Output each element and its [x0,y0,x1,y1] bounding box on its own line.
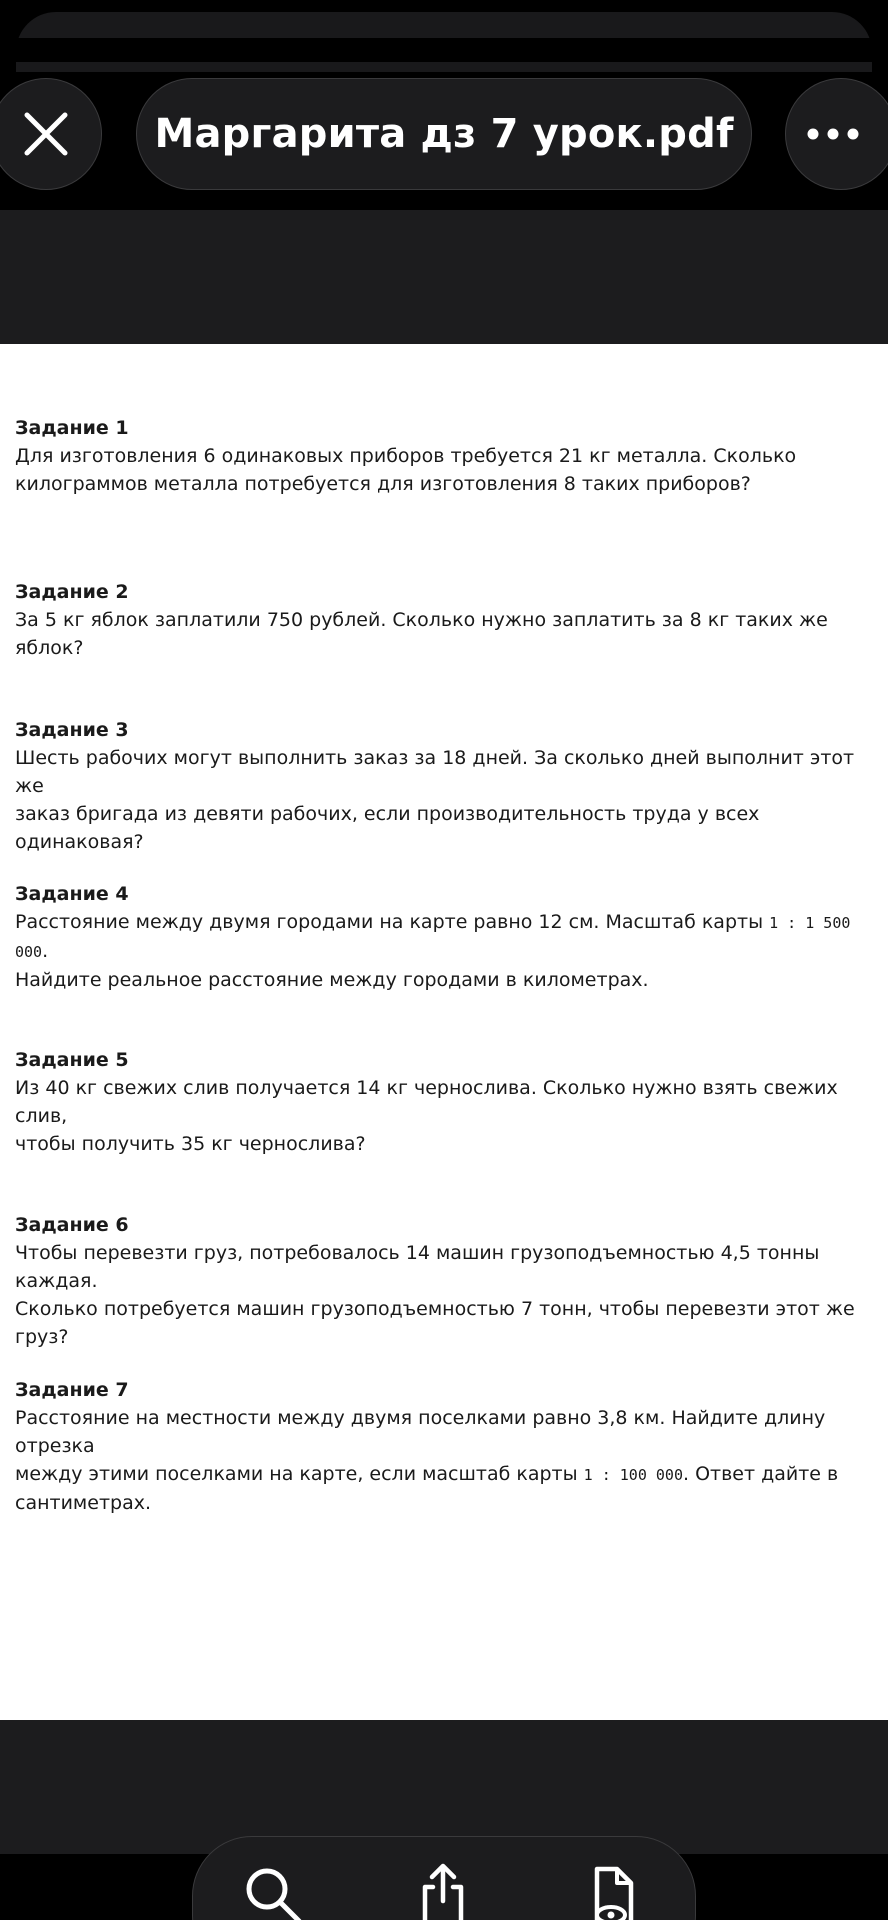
task-1 [15,414,875,498]
share-button[interactable] [413,1863,473,1920]
task-text-line: Для изготовления 6 одинаковых приборов требуется 21 кг металла. Сколько [15,445,797,467]
search-icon [243,1865,303,1920]
map-scale: 1 : 100 000 [583,1466,683,1484]
task-text: . [42,940,49,962]
task-text-line: Шесть рабочих могут выполнить заказ за 18 дней. За сколько дней выполнит этот же [15,747,855,797]
task-title: Задание 5 [15,1049,129,1071]
map-scale: 1 : 1 500 000 [15,914,851,961]
task-text-line [15,1460,875,1489]
task-5 [15,1046,875,1158]
task-7 [15,1376,875,1517]
task-title: Задание 3 [15,719,129,741]
task-title: Задание 2 [15,581,129,603]
document-title-text: Маргарита дз 7 урок.pdf [154,111,734,157]
task-4 [15,880,875,994]
document-title[interactable] [136,78,752,190]
task-text: Расстояние между двумя городами на карте равно 12 см. Масштаб карты [15,911,770,933]
document-view-icon [583,1863,643,1920]
bottom-toolbar [192,1836,696,1920]
task-text: . Ответ дайте в [683,1463,839,1485]
more-button[interactable] [785,78,888,190]
task-text-line: Сколько потребуется машин грузоподъемностью 7 тонн, чтобы перевезти этот же груз? [15,1298,855,1348]
task-text-line: За 5 кг яблок заплатили 750 рублей. Сколько нужно заплатить за 8 кг таких же яблок? [15,609,828,659]
task-text-line: сантиметрах. [15,1492,152,1514]
task-title: Задание 7 [15,1379,129,1401]
task-text-line: Из 40 кг свежих слив получается 14 кг чернослива. Сколько нужно взять свежих слив, [15,1077,838,1127]
share-icon [413,1863,473,1920]
pdf-page[interactable] [0,344,888,1720]
task-text-line: чтобы получить 35 кг чернослива? [15,1133,366,1155]
search-button[interactable] [243,1865,303,1920]
top-divider [0,38,888,62]
task-text-line: заказ бригада из девяти рабочих, если производительность труда у всех одинаковая? [15,803,760,853]
task-title: Задание 6 [15,1214,129,1236]
task-2 [15,578,875,662]
task-title: Задание 1 [15,417,129,439]
task-3 [15,716,875,856]
viewer-background-top [0,210,888,344]
task-text-line: Чтобы перевезти груз, потребовалось 14 машин грузоподъемностью 4,5 тонны каждая. [15,1242,820,1292]
viewer-background-bottom [0,1720,888,1854]
document-view-button[interactable] [583,1863,643,1920]
task-6 [15,1211,875,1351]
close-icon [23,111,69,157]
task-text-line: Найдите реальное расстояние между городами в километрах. [15,969,649,991]
task-text-line [15,908,875,966]
more-icon [807,128,859,140]
task-text-line: Расстояние на местности между двумя поселками равно 3,8 км. Найдите длину отрезка [15,1407,826,1457]
task-text: между этими поселками на карте, если масштаб карты [15,1463,584,1485]
task-title: Задание 4 [15,883,129,905]
task-text-line: килограммов металла потребуется для изготовления 8 таких приборов? [15,473,751,495]
